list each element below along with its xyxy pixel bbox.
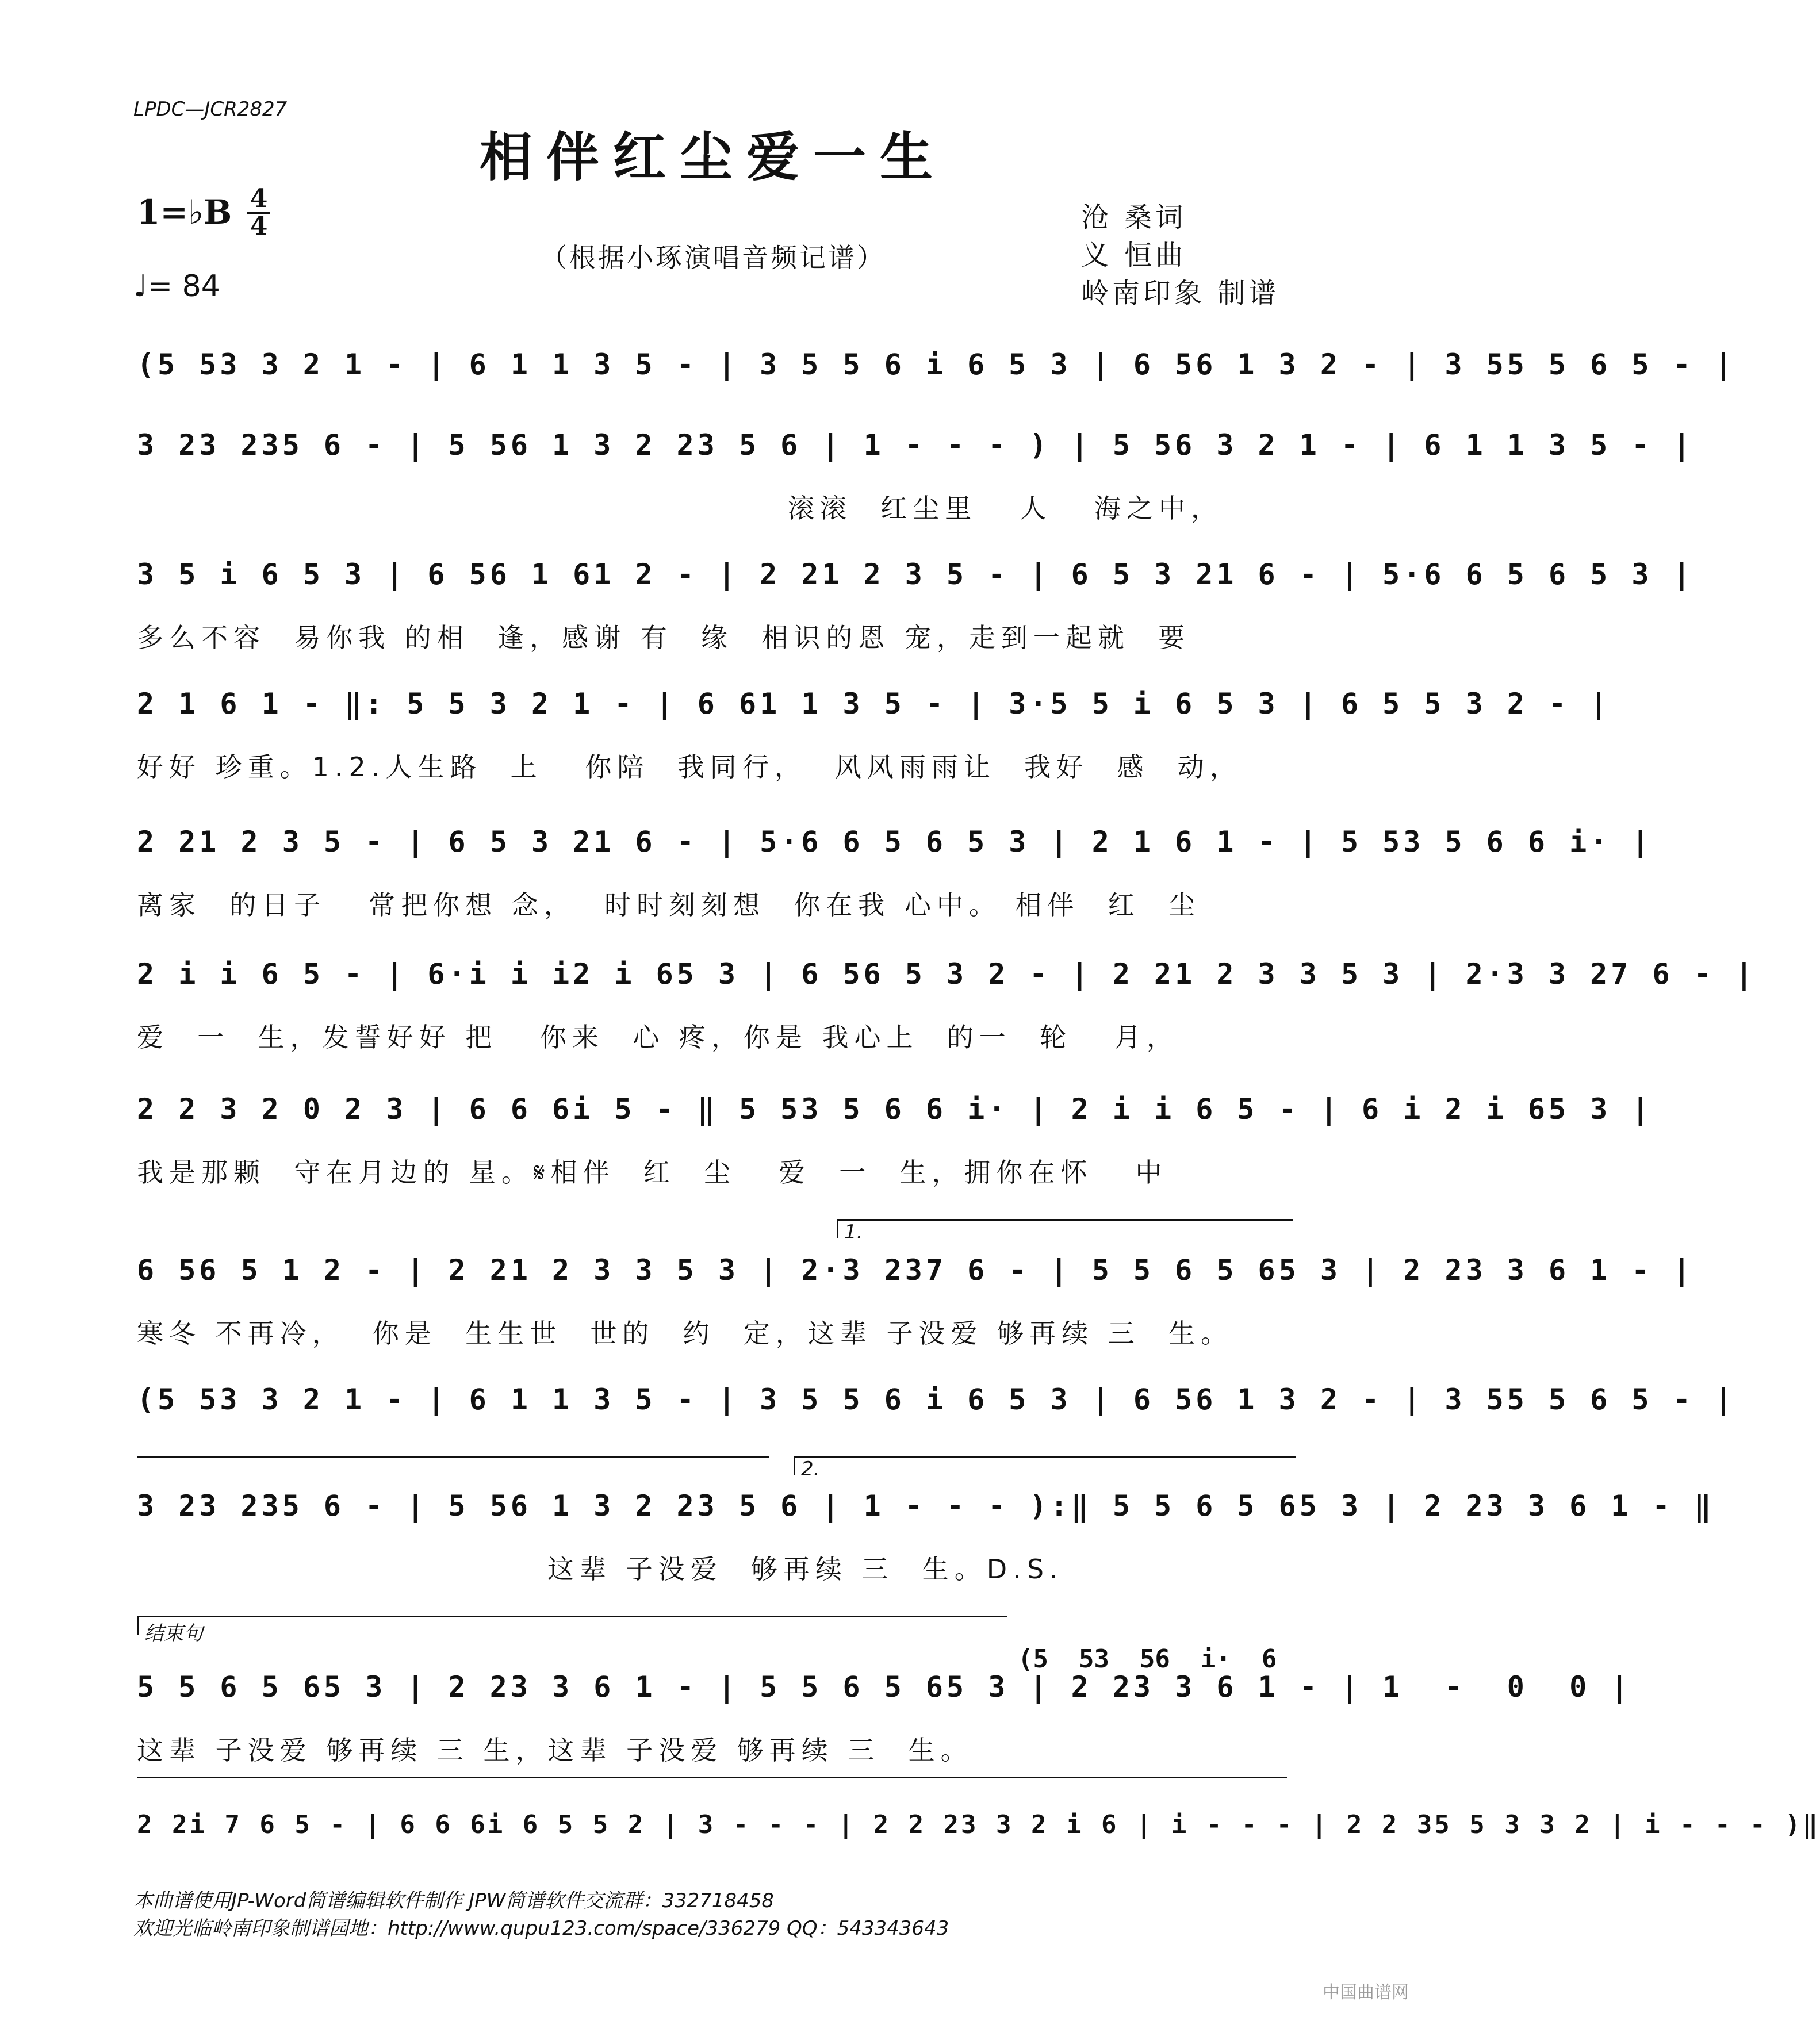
outro-bracket-line xyxy=(137,1777,1287,1778)
notes-line: 2 2i 7 6 5 - | 6 6 6i 6 5 5 2 | 3 - - - | 2 2 23 3 2 i 6 | i - - - | 2 2 35 5 3 3 2 | i - - - )‖ xyxy=(137,1810,1820,1839)
footer-line-2: 欢迎光临岭南印象制谱园地：http://www.qupu123.com/space/336279 QQ：543343643 xyxy=(133,1917,949,1940)
key-signature: 1=♭B xyxy=(137,193,232,232)
notes-line: (5 53 3 2 1 - | 6 1 1 3 5 - | 3 5 5 6 i 6 5 3 | 6 56 1 3 2 - | 3 55 5 6 5 - | xyxy=(137,348,1735,381)
first-ending-bracket xyxy=(837,1219,1293,1244)
second-ending-bracket xyxy=(794,1456,1296,1481)
composer-credit: 义 恒曲 xyxy=(1081,239,1187,271)
credits xyxy=(1081,198,1279,312)
staff-system xyxy=(0,420,1694,558)
footer-text xyxy=(133,1887,949,1942)
staff-system xyxy=(0,1481,1715,1619)
notes-line: 3 23 235 6 - | 5 56 1 3 2 23 5 6 | 1 - - - ) | 5 56 3 2 1 - | 6 1 1 3 5 - | xyxy=(137,428,1694,462)
notes-line: 2 i i 6 5 - | 6·i i i2 i 65 3 | 6 56 5 3 2 - | 2 21 2 3 3 5 3 | 2·3 3 27 6 - | xyxy=(137,957,1756,991)
time-signature xyxy=(247,184,270,241)
staff-system xyxy=(0,1245,1694,1383)
score-code: LPDC—JCR2827 xyxy=(133,98,288,121)
lyricist-credit: 沧 桑词 xyxy=(1081,201,1187,233)
staff-system xyxy=(0,549,1694,687)
lyrics-line: 好好 珍重。1.2.人生路 上 你陪 我同行， 风风雨雨让 我好 感 动， xyxy=(137,751,1242,783)
staff-system xyxy=(0,678,1611,816)
coda-ending-label: 结束句 xyxy=(144,1622,203,1645)
notes-line: 3 23 235 6 - | 5 56 1 3 2 23 5 6 | 1 - - - ):‖ 5 5 6 5 65 3 | 2 23 3 6 1 - ‖ xyxy=(137,1489,1715,1523)
lyrics-line: 多么不容 易你我 的相 逢，感谢 有 缘 相识的恩 宠，走到一起就 要 xyxy=(137,622,1191,653)
time-denominator: 4 xyxy=(250,212,268,241)
notes-line: 2 1 6 1 - ‖: 5 5 3 2 1 - | 6 61 1 3 5 - | 3·5 5 i 6 5 3 | 6 5 5 3 2 - | xyxy=(137,687,1611,720)
lyrics-line: 我是那颗 守在月边的 星。𝄋相伴 红 尘 爱 一 生，拥你在怀 中 xyxy=(137,1157,1168,1188)
lyrics-line: 寒冬 不再冷， 你是 生生世 世的 约 定，这辈 子没爱 够再续 三 生。 xyxy=(137,1318,1233,1349)
time-numerator: 4 xyxy=(250,184,268,213)
second-ending-label: 2. xyxy=(801,1458,820,1481)
notes-line: (5 53 3 2 1 - | 6 1 1 3 5 - | 3 5 5 6 i 6 5 3 | 6 56 1 3 2 - | 3 55 5 6 5 - | xyxy=(137,1383,1735,1416)
site-watermark: 中国曲谱网 xyxy=(1323,1983,1409,2003)
repeat-bracket-line xyxy=(137,1456,769,1458)
coda-ending-bracket xyxy=(137,1616,1007,1645)
first-ending-label: 1. xyxy=(844,1221,863,1244)
lyrics-line: 离家 的日子 常把你想 念， 时时刻刻想 你在我 心中。 相伴 红 尘 xyxy=(137,889,1201,921)
arranger-credit: 岭南印象 制谱 xyxy=(1081,277,1280,309)
lyrics-line: 这辈 子没爱 够再续 三 生。D.S. xyxy=(137,1554,1064,1585)
notes-line: 6 56 5 1 2 - | 2 21 2 3 3 5 3 | 2·3 237 6 - | 5 5 6 5 65 3 | 2 23 3 6 1 - | xyxy=(137,1253,1694,1287)
song-title: 相伴红尘爱一生 xyxy=(479,126,947,188)
notes-line: 2 2 3 2 0 2 3 | 6 6 6i 5 - ‖ 5 53 5 6 6 i· | 2 i i 6 5 - | 6 i 2 i 65 3 | xyxy=(137,1092,1653,1126)
notes-line: 5 5 6 5 65 3 | 2 23 3 6 1 - | 5 5 6 5 65 3 | 2 23 3 6 1 - | 1 - 0 0 | xyxy=(137,1670,1632,1704)
staff-system xyxy=(0,1084,1653,1222)
staff-system xyxy=(0,949,1756,1087)
source-note: （根据小琢演唱音频记谱） xyxy=(541,242,886,273)
tempo-marking: ♩= 84 xyxy=(133,269,220,304)
staff-system xyxy=(0,1662,1632,1800)
upper-voice-line: (5 53 56 i· 6 xyxy=(1018,1644,1277,1674)
lyrics-line: 爱 一 生，发誓好好 把 你来 心 疼，你是 我心上 的一 轮 月， xyxy=(137,1022,1179,1053)
lyrics-line: 滚滚 红尘里 人 海之中， xyxy=(788,493,1223,524)
footer-line-1: 本曲谱使用JP-Word简谱编辑软件制作 JPW简谱软件交流群：332718458 xyxy=(133,1889,774,1912)
notes-line: 3 5 i 6 5 3 | 6 56 1 61 2 - | 2 21 2 3 5 - | 6 5 3 21 6 - | 5·6 6 5 6 5 3 | xyxy=(137,558,1694,591)
notes-line: 2 21 2 3 5 - | 6 5 3 21 6 - | 5·6 6 5 6 5 3 | 2 1 6 1 - | 5 53 5 6 6 i· | xyxy=(137,825,1653,858)
lyrics-line: 这辈 子没爱 够再续 三 生，这辈 子没爱 够再续 三 生。 xyxy=(137,1735,973,1766)
staff-system xyxy=(0,816,1653,954)
